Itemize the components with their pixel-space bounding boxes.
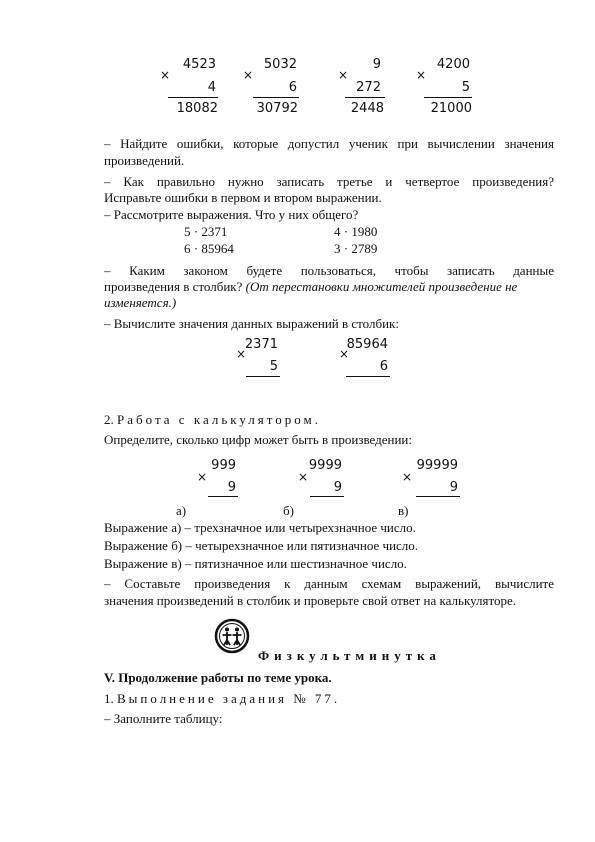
times-sign: × — [298, 470, 309, 484]
multiplier: 6 — [288, 80, 297, 95]
multiplier: 5 — [461, 80, 470, 95]
product: 2448 — [350, 101, 384, 116]
result-line — [345, 97, 385, 98]
expression: 5 · 2371 — [184, 224, 228, 239]
product: 21000 — [430, 101, 472, 116]
multiplicand: 2371 — [244, 337, 278, 352]
scheme-label: а) — [176, 503, 187, 518]
task-number: 1. — [104, 691, 114, 706]
result-line — [168, 97, 218, 98]
paragraph-how-write: – Как правильно нужно записать третье и четвертое произведения? — [104, 174, 554, 189]
expression: 3 · 2789 — [334, 241, 378, 256]
multiplicand: 99999 — [416, 458, 458, 473]
section-title: Работа с калькулятором. — [117, 412, 322, 427]
multiplicand: 9 — [372, 57, 381, 72]
paragraph-find-errors-cont: произведений. — [104, 153, 185, 168]
multiplier: 9 — [333, 480, 342, 495]
paragraph-how-write-cont: Исправьте ошибки в первом и втором выражении. — [104, 190, 382, 205]
physical-exercise-title: Физкультминутка — [258, 648, 441, 663]
multiplicand: 4523 — [182, 57, 216, 72]
times-sign: × — [236, 347, 247, 361]
result-line — [310, 496, 344, 497]
paragraph-determine-digits: Определите, сколько цифр может быть в произведении: — [104, 432, 412, 447]
paragraph-which-law-cont — [104, 279, 554, 295]
task-heading — [104, 691, 340, 707]
times-sign: × — [416, 68, 427, 82]
scheme-label: б) — [283, 503, 294, 518]
result-line — [346, 376, 390, 377]
paragraph-consider: – Рассмотрите выражения. Что у них общего? — [104, 207, 359, 222]
multiplicand: 999 — [211, 458, 236, 473]
section-2-heading — [104, 412, 321, 428]
commutative-law-hint-cont: изменяется.) — [104, 295, 177, 310]
section-5-heading: V. Продолжение работы по теме урока. — [104, 670, 332, 685]
times-sign: × — [160, 68, 171, 82]
result-line — [253, 97, 299, 98]
result-line — [416, 496, 460, 497]
times-sign: × — [402, 470, 413, 484]
multiplier: 6 — [379, 359, 388, 374]
which-law-text: произведения в столбик? — [104, 279, 246, 294]
result-c: Выражение в) – пятизначное или шестизначное число. — [104, 556, 407, 571]
multiplier: 4 — [207, 80, 216, 95]
result-line — [208, 496, 238, 497]
result-line — [424, 97, 472, 98]
task-title: Выполнение задания № 77. — [117, 691, 341, 706]
scheme-label: в) — [398, 503, 409, 518]
multiplicand: 5032 — [263, 57, 297, 72]
paragraph-compute-column: – Вычислите значения данных выражений в столбик: — [104, 316, 399, 331]
paragraph-compose-cont: значения произведений в столбик и проверьте свой ответ на калькуляторе. — [104, 593, 517, 608]
result-a: Выражение а) – трехзначное или четырехзначное число. — [104, 520, 416, 535]
multiplicand: 85964 — [346, 337, 388, 352]
times-sign: × — [243, 68, 254, 82]
multiplier: 9 — [449, 480, 458, 495]
times-sign: × — [197, 470, 208, 484]
expression: 6 · 85964 — [184, 241, 234, 256]
paragraph-find-errors: – Найдите ошибки, которые допустил ученик при вычислении значения — [104, 136, 554, 151]
times-sign: × — [338, 68, 349, 82]
commutative-law-hint: (От перестановки множителей произведение не — [245, 279, 518, 294]
expression: 4 · 1980 — [334, 224, 378, 239]
multiplier: 5 — [269, 359, 278, 374]
product: 30792 — [256, 101, 298, 116]
multiplier: 9 — [227, 480, 236, 495]
multiplicand: 9999 — [308, 458, 342, 473]
section-number: 2. — [104, 412, 114, 427]
paragraph-compose: – Составьте произведения к данным схемам выражений, вычислите — [104, 576, 554, 591]
multiplicand: 4200 — [436, 57, 470, 72]
product: 18082 — [176, 101, 218, 116]
paragraph-fill-table: – Заполните таблицу: — [104, 711, 223, 726]
multiplier: 272 — [356, 80, 381, 95]
paragraph-which-law: – Каким законом будете пользоваться, чтобы записать данные — [104, 263, 554, 278]
result-line — [246, 376, 280, 377]
result-b: Выражение б) – четырехзначное или пятизначное число. — [104, 538, 419, 553]
exercise-icon — [214, 618, 250, 654]
times-sign: × — [339, 347, 350, 361]
